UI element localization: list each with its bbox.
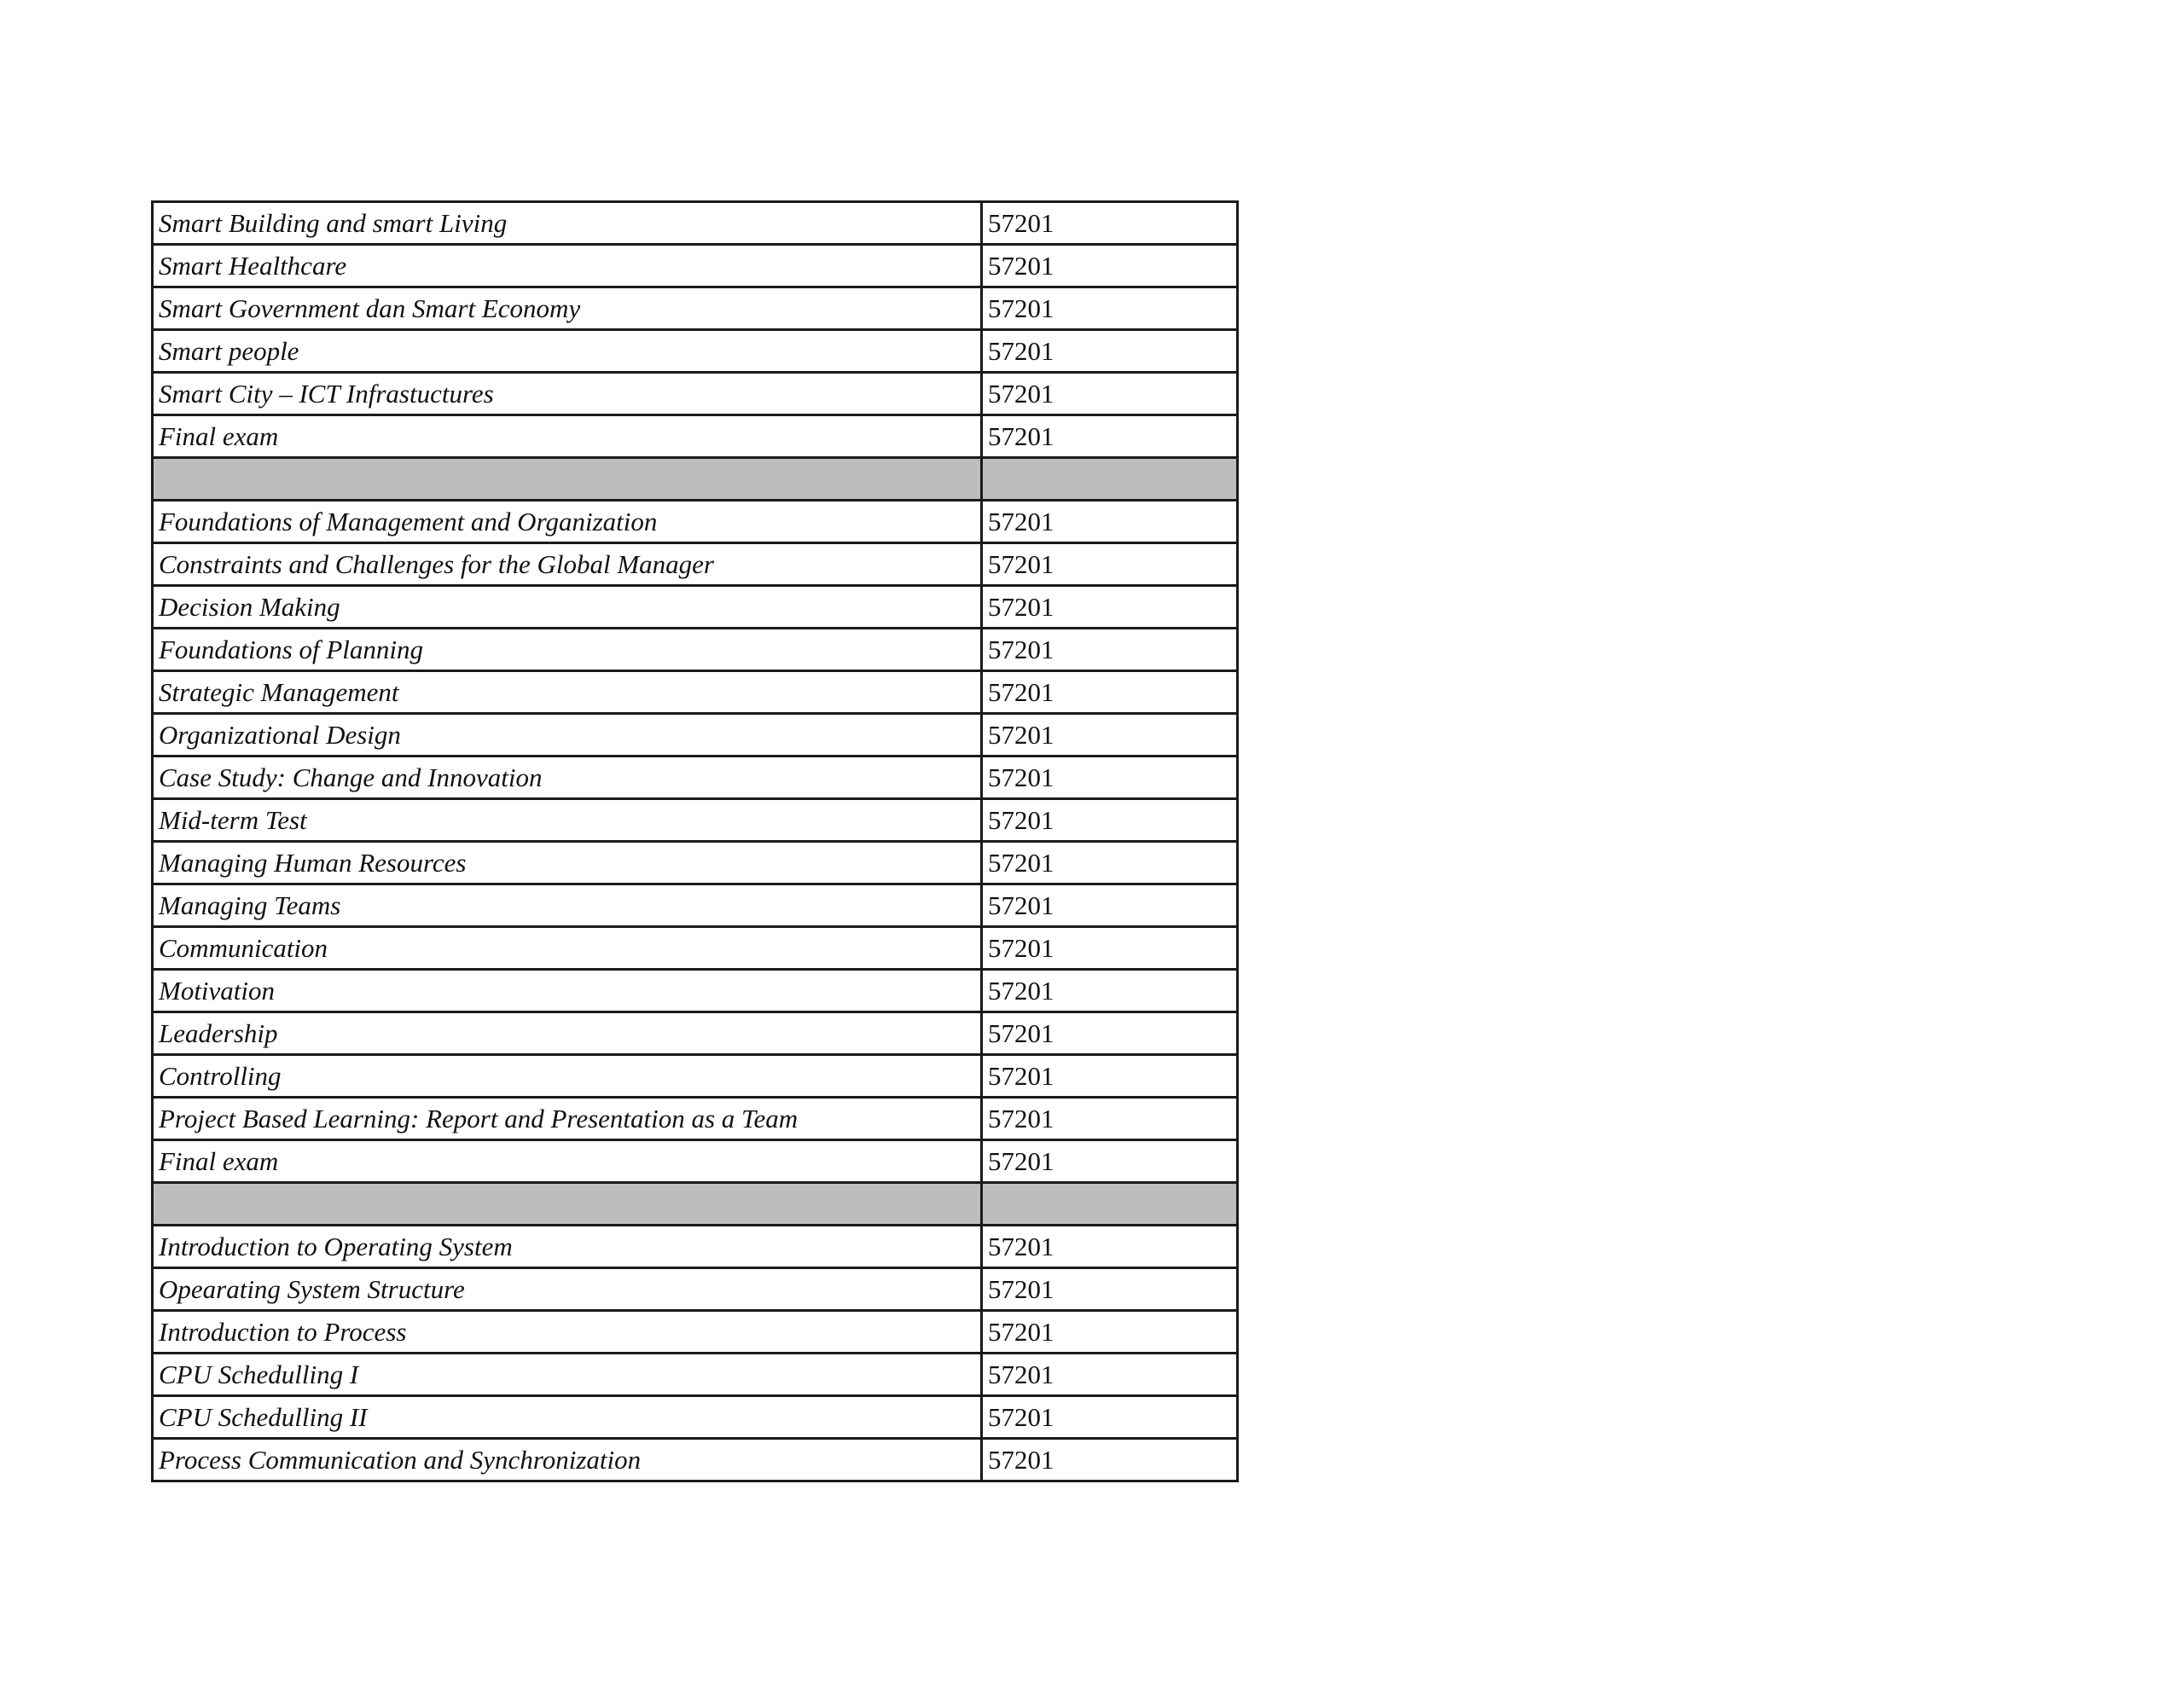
topic-cell: Organizational Design (153, 714, 982, 757)
table-row (153, 415, 1238, 458)
table-row (153, 373, 1238, 415)
code-cell: 57201 (982, 1140, 1238, 1183)
table-row (153, 202, 1238, 245)
topic-cell: CPU Schedulling I (153, 1354, 982, 1396)
code-cell: 57201 (982, 1012, 1238, 1055)
table-row (153, 1012, 1238, 1055)
topic-cell: Smart people (153, 330, 982, 373)
table-row (153, 629, 1238, 671)
code-cell: 57201 (982, 586, 1238, 629)
code-cell: 57201 (982, 202, 1238, 245)
code-cell: 57201 (982, 757, 1238, 799)
table-row (153, 757, 1238, 799)
table-row (153, 970, 1238, 1012)
table-row (153, 586, 1238, 629)
topic-cell: Constraints and Challenges for the Global Manager (153, 543, 982, 586)
topic-cell: Opearating System Structure (153, 1268, 982, 1311)
course-table (151, 200, 1239, 1482)
code-cell: 57201 (982, 1396, 1238, 1439)
topic-cell: Motivation (153, 970, 982, 1012)
code-cell: 57201 (982, 970, 1238, 1012)
topic-cell: Decision Making (153, 586, 982, 629)
topic-cell: Introduction to Process (153, 1311, 982, 1354)
code-cell: 57201 (982, 842, 1238, 884)
code-cell: 57201 (982, 799, 1238, 842)
topic-cell: Managing Human Resources (153, 842, 982, 884)
code-cell: 57201 (982, 884, 1238, 927)
course-table-body (153, 202, 1238, 1481)
code-cell: 57201 (982, 1226, 1238, 1268)
topic-cell: Managing Teams (153, 884, 982, 927)
table-row (153, 287, 1238, 330)
table-row (153, 245, 1238, 287)
separator-cell (982, 1183, 1238, 1226)
code-cell: 57201 (982, 714, 1238, 757)
topic-cell: Smart City – ICT Infrastuctures (153, 373, 982, 415)
table-row (153, 927, 1238, 970)
topic-cell: Final exam (153, 415, 982, 458)
table-row (153, 1140, 1238, 1183)
topic-cell: Case Study: Change and Innovation (153, 757, 982, 799)
topic-cell: Leadership (153, 1012, 982, 1055)
table-row (153, 1311, 1238, 1354)
section-separator-row (153, 1183, 1238, 1226)
table-row (153, 1439, 1238, 1481)
topic-cell: Communication (153, 927, 982, 970)
table-row (153, 501, 1238, 543)
topic-cell: Smart Government dan Smart Economy (153, 287, 982, 330)
topic-cell: Project Based Learning: Report and Presentation as a Team (153, 1098, 982, 1140)
code-cell: 57201 (982, 1439, 1238, 1481)
topic-cell: Process Communication and Synchronization (153, 1439, 982, 1481)
topic-cell: Strategic Management (153, 671, 982, 714)
code-cell: 57201 (982, 287, 1238, 330)
table-row (153, 842, 1238, 884)
code-cell: 57201 (982, 1268, 1238, 1311)
topic-cell: Final exam (153, 1140, 982, 1183)
table-row (153, 543, 1238, 586)
topic-cell: CPU Schedulling II (153, 1396, 982, 1439)
table-row (153, 1396, 1238, 1439)
code-cell: 57201 (982, 927, 1238, 970)
separator-cell (153, 458, 982, 501)
table-row (153, 714, 1238, 757)
table-row (153, 1268, 1238, 1311)
topic-cell: Controlling (153, 1055, 982, 1098)
code-cell: 57201 (982, 671, 1238, 714)
table-row (153, 884, 1238, 927)
table-row (153, 1055, 1238, 1098)
table-row (153, 330, 1238, 373)
topic-cell: Mid-term Test (153, 799, 982, 842)
table-row (153, 1354, 1238, 1396)
table-row (153, 1226, 1238, 1268)
code-cell: 57201 (982, 373, 1238, 415)
code-cell: 57201 (982, 629, 1238, 671)
section-separator-row (153, 458, 1238, 501)
code-cell: 57201 (982, 1354, 1238, 1396)
code-cell: 57201 (982, 543, 1238, 586)
separator-cell (982, 458, 1238, 501)
topic-cell: Smart Healthcare (153, 245, 982, 287)
code-cell: 57201 (982, 1055, 1238, 1098)
code-cell: 57201 (982, 1311, 1238, 1354)
topic-cell: Foundations of Planning (153, 629, 982, 671)
code-cell: 57201 (982, 501, 1238, 543)
topic-cell: Introduction to Operating System (153, 1226, 982, 1268)
code-cell: 57201 (982, 1098, 1238, 1140)
separator-cell (153, 1183, 982, 1226)
table-row (153, 799, 1238, 842)
code-cell: 57201 (982, 330, 1238, 373)
table-row (153, 1098, 1238, 1140)
table-row (153, 671, 1238, 714)
topic-cell: Smart Building and smart Living (153, 202, 982, 245)
code-cell: 57201 (982, 245, 1238, 287)
code-cell: 57201 (982, 415, 1238, 458)
topic-cell: Foundations of Management and Organization (153, 501, 982, 543)
